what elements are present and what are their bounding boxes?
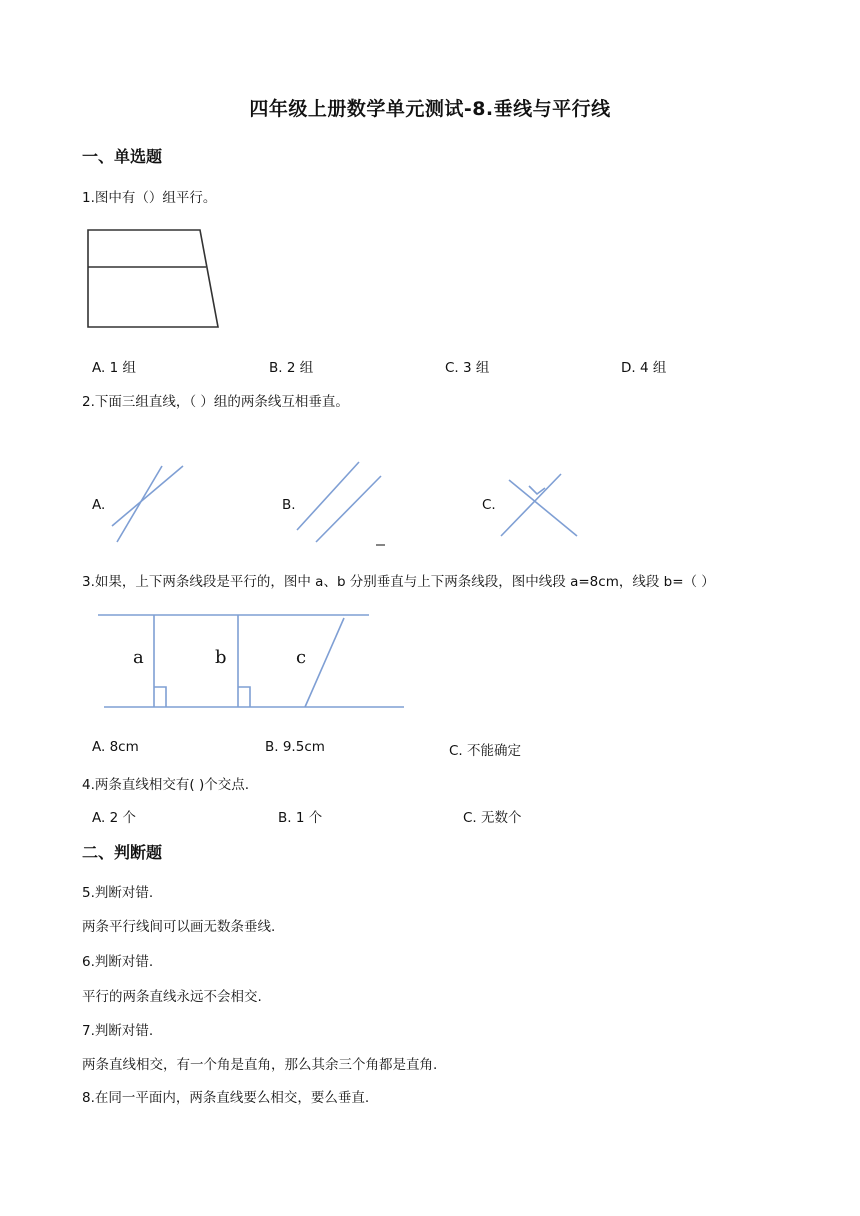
q3-option-a[interactable]: A. 8cm [92,739,139,755]
q1-option-b[interactable]: B. 2 组 [269,360,314,376]
question-6-stem: 6.判断对错. [82,954,154,970]
q1-option-c[interactable]: C. 3 组 [445,360,490,376]
q3-label-a: a [133,647,144,668]
section-heading-true-false: 二、判断题 [82,843,163,862]
page-title: 四年级上册数学单元测试-8.垂线与平行线 [249,98,611,120]
q2-option-a[interactable]: A. [92,497,106,513]
q1-option-a[interactable]: A. 1 组 [92,360,136,376]
question-6-body: 平行的两条直线永远不会相交. [82,989,262,1005]
q3-label-b: b [215,647,227,668]
question-7-body: 两条直线相交，有一个角是直角，那么其余三个角都是直角. [82,1057,438,1073]
question-4-stem: 4.两条直线相交有( )个交点. [82,777,249,793]
q3-option-b[interactable]: B. 9.5cm [265,739,325,755]
question-8-stem: 8.在同一平面内，两条直线要么相交，要么垂直. [82,1090,370,1106]
q3-option-c[interactable]: C. 不能确定 [449,743,522,759]
question-7-stem: 7.判断对错. [82,1023,154,1039]
q2-option-b[interactable]: B. [282,497,296,513]
question-5-stem: 5.判断对错. [82,885,154,901]
q4-option-a[interactable]: A. 2 个 [92,810,136,826]
question-3-stem: 3.如果，上下两条线段是平行的，图中 a、b 分别垂直与上下两条线段，图中线段 a=8cm，线段 b=（ ） [82,574,715,590]
question-5-body: 两条平行线间可以画无数条垂线. [82,919,276,935]
q3-label-c: c [296,647,307,668]
q1-option-d[interactable]: D. 4 组 [621,360,667,376]
question-1-stem: 1.图中有（）组平行。 [82,190,217,206]
q4-option-b[interactable]: B. 1 个 [278,810,323,826]
q2-option-c[interactable]: C. [482,497,496,513]
q4-option-c[interactable]: C. 无数个 [463,810,522,826]
question-2-stem: 2.下面三组直线，（ ）组的两条线互相垂直。 [82,394,349,410]
section-heading-single-choice: 一、单选题 [82,147,163,166]
